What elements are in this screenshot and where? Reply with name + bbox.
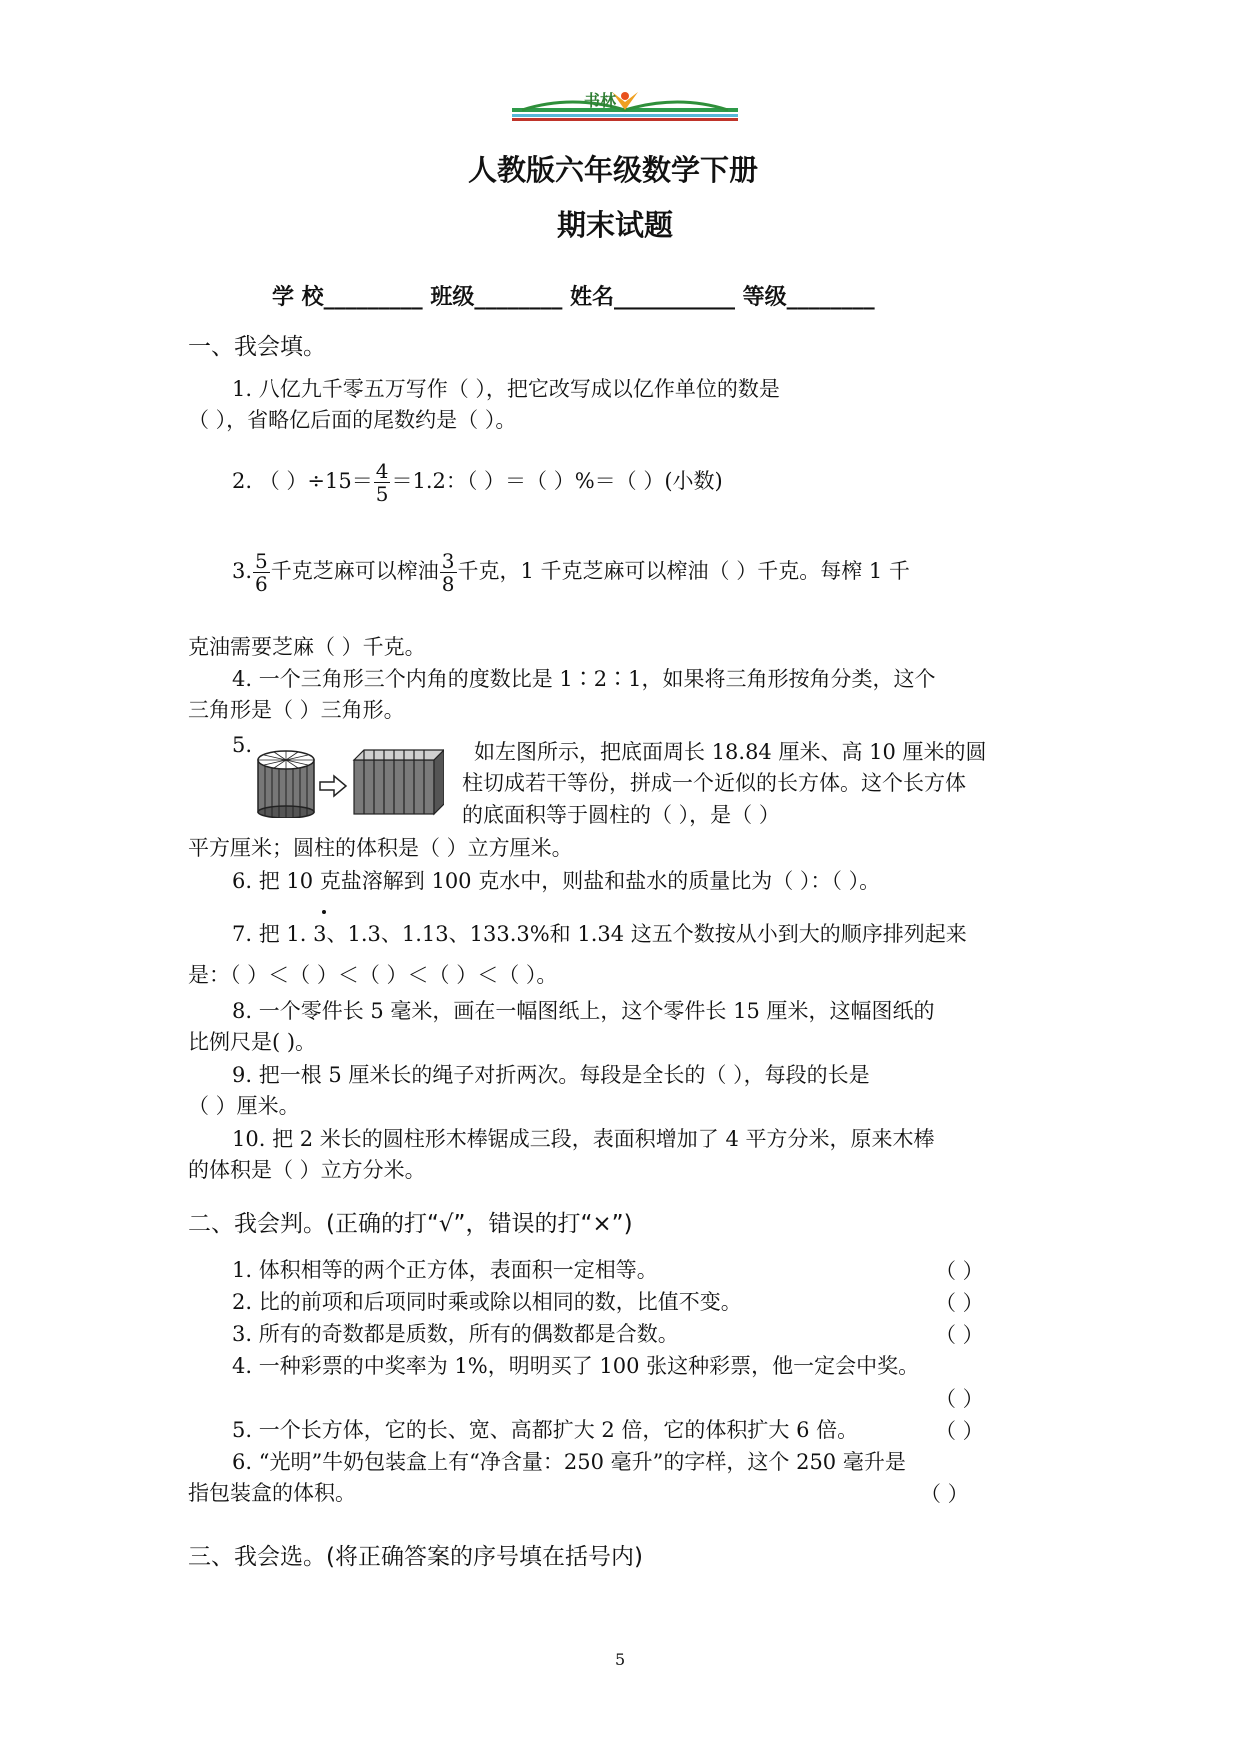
q3-fraction-2 (440, 550, 457, 595)
q3-fraction-2-den: 8 (441, 572, 455, 596)
judge-6-line2: 指包装盒的体积。 (188, 1481, 356, 1505)
q5-line3: 的底面积等于圆柱的（ ），是（ ） (462, 803, 780, 827)
q3-fraction-1-den: 6 (255, 572, 268, 596)
q5-line1: 如左图所示，把底面周长 18.84 厘米、高 10 厘米的圆 (474, 740, 987, 764)
judge-4: 4. 一种彩票的中奖率为 1%，明明买了 100 张这种彩票，他一定会中奖。 (232, 1354, 920, 1378)
cylinder-to-cuboid-figure (254, 746, 444, 818)
judge-2-answer[interactable]: （ ） (935, 1291, 984, 1315)
q2-part-a: 2. （ ）÷15＝ (232, 469, 373, 493)
q5-line2: 柱切成若干等份，拼成一个近似的长方体。这个长方体 (462, 771, 966, 795)
q3-fraction-1-num: 5 (255, 549, 268, 573)
student-info-line: 学 校_________ 班级________ 姓名___________ 等级________ (272, 285, 875, 310)
q7-line1: 7. 把 1. 3、1.3、1.13、133.3%和 1.34 这五个数按从小到大的顺序排列起来 (232, 922, 967, 946)
q4-line1: 4. 一个三角形三个内角的度数比是 1∶2∶1，如果将三角形按角分类，这个 (232, 667, 936, 691)
q10-line2: 的体积是（ ）立方分米。 (188, 1158, 426, 1182)
q3-number: 3. (232, 559, 253, 583)
q2-fraction-den: 5 (375, 482, 389, 506)
q8-line1: 8. 一个零件长 5 毫米，画在一幅图纸上，这个零件长 15 厘米，这幅图纸的 (232, 999, 935, 1023)
q2 (232, 460, 723, 505)
page-title: 人教版六年级数学下册 (468, 153, 759, 187)
page-number: 5 (615, 1650, 626, 1669)
q1-line1: 1. 八亿九千零五万写作（ ），把它改写成以亿作单位的数是 (232, 377, 780, 401)
q8-line2: 比例尺是( )。 (188, 1030, 317, 1054)
q3-fraction-2-num: 3 (441, 549, 455, 573)
judge-3-answer[interactable]: （ ） (935, 1323, 984, 1347)
q9-line1: 9. 把一根 5 厘米长的绳子对折两次。每段是全长的（ ），每段的长是 (232, 1063, 870, 1087)
q3-part-b: 千克芝麻可以榨油 (270, 559, 439, 583)
shulin-logo (512, 88, 738, 124)
q2-fraction (374, 460, 391, 505)
q4-line2: 三角形是（ ）三角形。 (188, 698, 405, 722)
judge-6-line1: 6. “光明”牛奶包装盒上有“净含量：250 毫升”的字样，这个 250 毫升是 (232, 1450, 906, 1474)
judge-1-answer[interactable]: （ ） (935, 1259, 984, 1283)
section-fill-heading: 一、我会填。 (188, 334, 326, 360)
svg-text:书林: 书林 (584, 91, 617, 110)
q2-part-b: ＝1.2：（ ）＝（ ）%＝（ ）(小数) (391, 469, 723, 493)
q1-line2: （ ），省略亿后面的尾数约是（ ）。 (188, 408, 517, 432)
q3-fraction-1 (253, 550, 270, 595)
repeating-decimal-dot (322, 910, 326, 914)
section-choose-heading: 三、我会选。(将正确答案的序号填在括号内) (188, 1544, 643, 1570)
q2-fraction-num: 4 (375, 459, 389, 483)
q3-line2: 克油需要芝麻（ ）千克。 (188, 635, 426, 659)
q3-part-c: 千克，1 千克芝麻可以榨油（ ）千克。每榨 1 千 (457, 559, 910, 583)
judge-6-answer[interactable]: （ ） (920, 1482, 969, 1506)
page-subtitle: 期末试题 (557, 208, 674, 242)
judge-5: 5. 一个长方体，它的长、宽、高都扩大 2 倍，它的体积扩大 6 倍。 (232, 1418, 859, 1442)
judge-2: 2. 比的前项和后项同时乘或除以相同的数，比值不变。 (232, 1290, 742, 1314)
judge-1: 1. 体积相等的两个正方体，表面积一定相等。 (232, 1258, 658, 1282)
q6: 6. 把 10 克盐溶解到 100 克水中，则盐和盐水的质量比为（ ）：（ ）。 (232, 869, 881, 893)
q5-line4: 平方厘米；圆柱的体积是（ ）立方厘米。 (188, 836, 573, 860)
q3-line1 (232, 550, 910, 595)
judge-4-answer[interactable]: （ ） (935, 1387, 984, 1411)
q5-number: 5. (232, 733, 253, 757)
judge-5-answer[interactable]: （ ） (935, 1419, 984, 1443)
judge-3: 3. 所有的奇数都是质数，所有的偶数都是合数。 (232, 1322, 679, 1346)
q9-line2: （ ）厘米。 (188, 1094, 300, 1118)
q10-line1: 10. 把 2 米长的圆柱形木棒锯成三段，表面积增加了 4 平方分米，原来木棒 (232, 1127, 935, 1151)
q7-line2: 是：（ ）＜（ ）＜（ ）＜（ ）＜（ ）。 (188, 963, 558, 987)
section-judge-heading: 二、我会判。(正确的打“√”，错误的打“×”) (188, 1211, 633, 1237)
